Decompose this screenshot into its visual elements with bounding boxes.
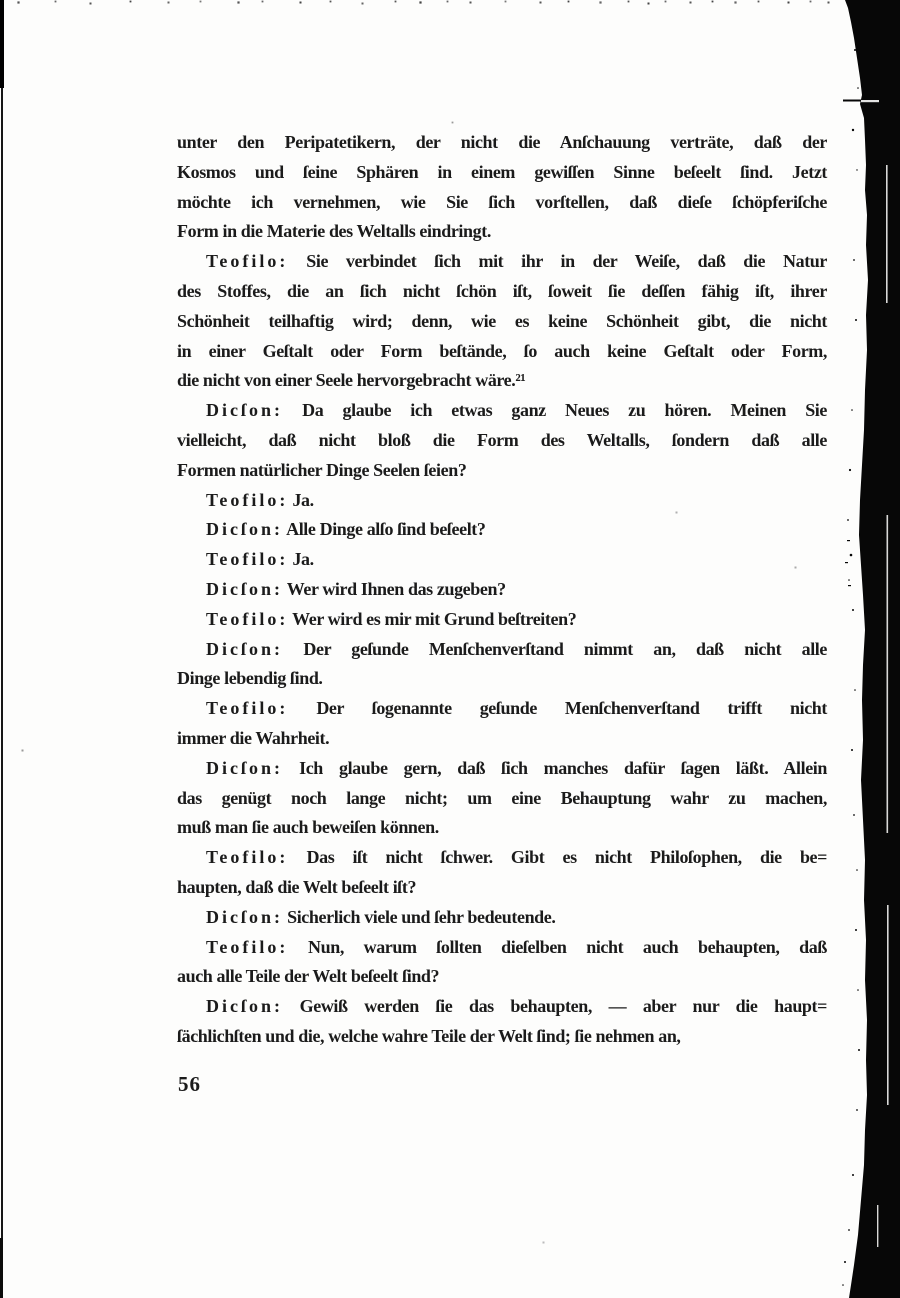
speaker-label: Dicſon: — [206, 400, 283, 421]
text-line: Teofilo: Ja. — [206, 489, 314, 510]
speaker-label: Teofilo: — [206, 608, 289, 629]
scan-gutter-band — [835, 0, 900, 1298]
speaker-label: Dicſon: — [206, 906, 283, 927]
text-line: Dicſon: Gewiß werden ſie das behaupten, — aber nur die haupt= — [206, 996, 827, 1017]
scan-specks — [0, 0, 1, 1]
scan-edge-left-bottom — [0, 1238, 3, 1298]
text-line: immer die Wahrheit. — [177, 727, 330, 748]
text-line: haupten, daß die Welt beſeelt iſt? — [177, 876, 417, 897]
speaker-label: Teofilo: — [206, 251, 289, 272]
text-line: unter den Peripatetikern, der nicht die Anſchauung verträte, daß der — [177, 132, 827, 152]
text-line: Kosmos und ſeine Sphären in einem gewiſſen Sinne beſeelt ſind. Jetzt — [177, 161, 827, 182]
text-line: auch alle Teile der Welt beſeelt ſind? — [177, 966, 440, 987]
text-line: Teofilo: Der ſogenannte geſunde Menſchenverſtand trifft nicht — [206, 698, 827, 719]
text-line: muß man ſie auch beweiſen können. — [177, 817, 439, 838]
speaker-label: Teofilo: — [206, 698, 289, 719]
text-line: Dicſon: Der geſunde Menſchenverſtand nimmt an, daß nicht alle — [206, 638, 827, 659]
text-line: des Stoffes, die an ſich nicht ſchön iſt, ſoweit ſie deſſen fähig iſt, ihrer — [177, 280, 827, 301]
speaker-label: Dicſon: — [206, 638, 283, 659]
speaker-label: Teofilo: — [206, 936, 289, 957]
text-line: Dicſon: Da glaube ich etwas ganz Neues zu hören. Meinen Sie — [206, 400, 827, 421]
text-line: Form in die Materie des Weltalls eindringt. — [177, 221, 491, 242]
text-line: die nicht von einer Seele hervorgebracht wäre.²¹ — [177, 370, 526, 391]
speaker-label: Dicſon: — [206, 757, 283, 778]
text-line: Dicſon: Alle Dinge alſo ſind beſeelt? — [206, 519, 486, 540]
text-line: Dinge lebendig ſind. — [177, 668, 323, 689]
text-line: das genügt noch lange nicht; um eine Behauptung wahr zu machen, — [177, 787, 827, 808]
text-line: Dicſon: Ich glaube gern, daß ſich manches dafür ſagen läßt. Allein — [206, 757, 827, 778]
text-line: Teofilo: Nun, warum ſollten dieſelben nicht auch behaupten, daß — [206, 936, 827, 957]
text-line: Teofilo: Das iſt nicht ſchwer. Gibt es nicht Philoſophen, die be= — [206, 847, 827, 868]
scan-edge-left — [1, 0, 3, 1298]
speaker-label: Teofilo: — [206, 847, 289, 868]
text-line: Teofilo: Ja. — [206, 549, 314, 570]
page-number: 56 — [178, 1072, 201, 1096]
speaker-label: Dicſon: — [206, 996, 283, 1017]
text-line: Formen natürlicher Dinge Seelen ſeien? — [177, 459, 467, 480]
speaker-label: Teofilo: — [206, 489, 289, 510]
text-line: Teofilo: Wer wird es mir mit Grund beſtreiten? — [206, 608, 577, 629]
text-line: ſächlichſten und die, welche wahre Teile der Welt ſind; ſie nehmen an, — [177, 1025, 681, 1046]
text-line: vielleicht, daß nicht bloß die Form des Weltalls, ſondern daß alle — [177, 429, 827, 450]
text-line: möchte ich vernehmen, wie Sie ſich vorſtellen, daß dieſe ſchöpferiſche — [177, 191, 827, 212]
text-line: in einer Geſtalt oder Form beſtände, ſo auch keine Geſtalt oder Form, — [177, 340, 827, 361]
scan-edge-left-top — [0, 0, 4, 88]
text-line: Dicſon: Sicherlich viele und ſehr bedeutende. — [206, 906, 556, 927]
page-text — [177, 128, 827, 1052]
speaker-label: Teofilo: — [206, 549, 289, 570]
text-line: Teofilo: Sie verbindet ſich mit ihr in der Weiſe, daß die Natur — [206, 251, 827, 272]
speaker-label: Dicſon: — [206, 578, 283, 599]
speaker-label: Dicſon: — [206, 519, 283, 540]
text-line: Schönheit teilhaftig wird; denn, wie es keine Schönheit gibt, die nicht — [177, 310, 827, 331]
text-line: Dicſon: Wer wird Ihnen das zugeben? — [206, 578, 506, 599]
